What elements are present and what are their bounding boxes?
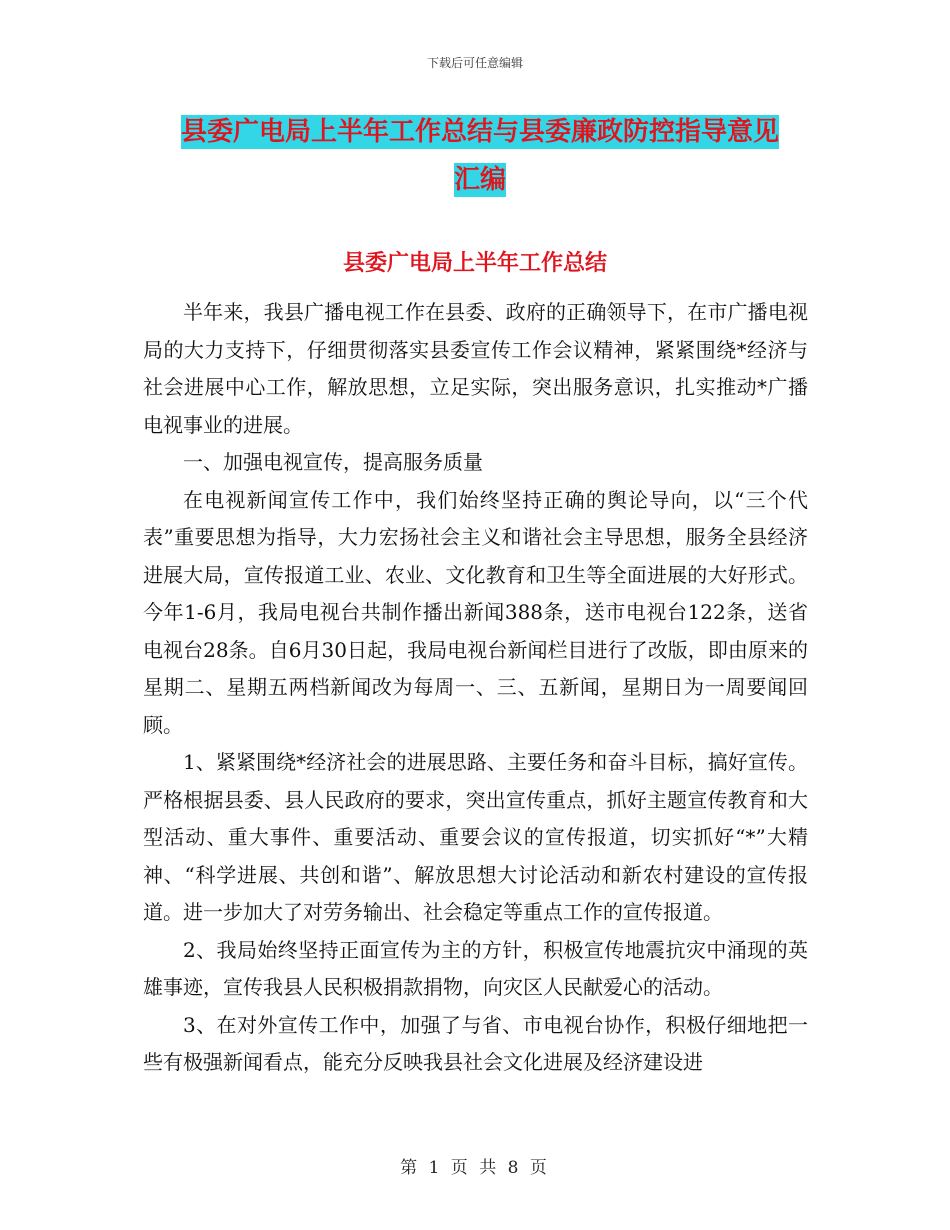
document-title	[140, 108, 820, 204]
document-title-line-2: 汇编	[453, 165, 506, 195]
paragraph-heading-1: 一、加强电视宣传，提高服务质量	[183, 450, 483, 474]
header-note: 下载后可任意编辑	[426, 56, 523, 70]
paragraph-intro: 半年来，我县广播电视工作在县委、政府的正确领导下，在市广播电视局的大力支持下，仔细贯彻落实县委宣传工作会议精神，紧紧围绕*经济与社会进展中心工作，解放思想，立足实际，突出服务意识，扎实推动*广播电视事业的进展。	[143, 300, 808, 437]
document-title-line-1: 县委广电局上半年工作总结与县委廉政防控指导意见	[180, 117, 779, 147]
paragraph-item-3: 3、在对外宣传工作中，加强了与省、市电视台协作，积极仔细地把一些有极强新闻看点，能充分反映我县社会文化进展及经济建设进	[143, 1012, 808, 1074]
body-text	[143, 294, 808, 1082]
page-number-footer: 第 1 页 共 8 页	[400, 1158, 550, 1178]
paragraph-item-1: 1、紧紧围绕*经济社会的进展思路、主要任务和奋斗目标，搞好宣传。严格根据县委、县人民政府的要求，突出宣传重点，抓好主题宣传教育和大型活动、重大事件、重要活动、重要会议的宣传报道，切实抓好“*”大精神、“科学进展、共创和谐”、解放思想大讨论活动和新农村建设的宣传报道。进一步加大了对劳务输出、社会稳定等重点工作的宣传报道。	[143, 750, 808, 924]
paragraph-news-work: 在电视新闻宣传工作中，我们始终坚持正确的舆论导向，以“三个代表”重要思想为指导，大力宏扬社会主义和谐社会主导思想，服务全县经济进展大局，宣传报道工业、农业、文化教育和卫生等全面进展的大好形式。今年1-6月，我局电视台共制作播出新闻388条，送市电视台122条，送省电视台28条。自6月30日起，我局电视台新闻栏目进行了改版，即由原来的星期二、星期五两档新闻改为每周一、三、五新闻，星期日为一周要闻回顾。	[143, 487, 808, 737]
paragraph-item-2: 2、我局始终坚持正面宣传为主的方针，积极宣传地震抗灾中涌现的英雄事迹，宣传我县人民积极捐款捐物，向灾区人民献爱心的活动。	[143, 937, 808, 999]
section-title: 县委广电局上半年工作总结	[342, 251, 607, 276]
